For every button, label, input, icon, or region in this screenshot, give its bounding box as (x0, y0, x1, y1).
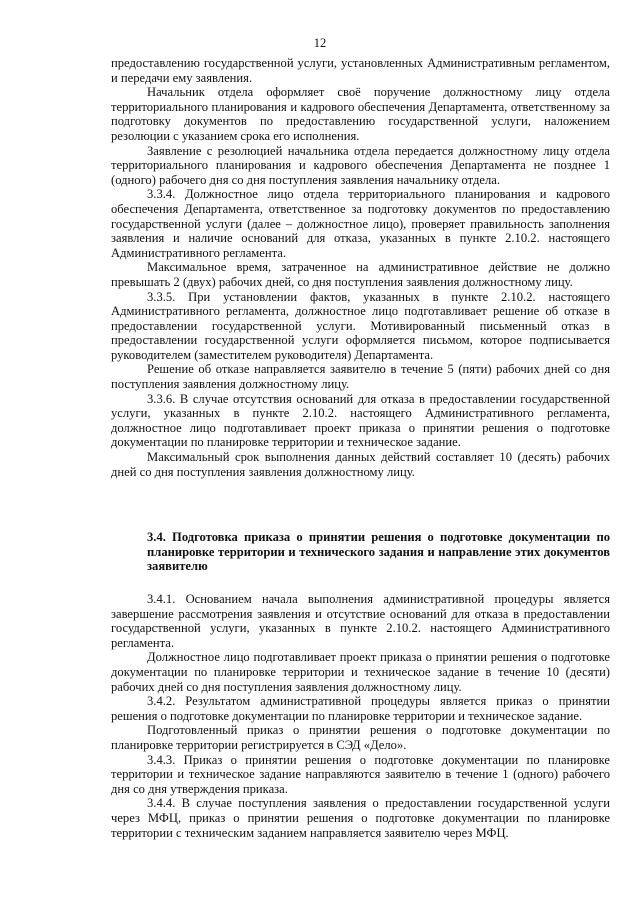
paragraph-3-3-6: 3.3.6. В случае отсутствия оснований для отказа в предоставлении государственной услуги, указанных в пункте 2.10.2. настоящего Административного регламента, должностное лицо подготавливает проект приказа о принятии решения о подготовке документации по планировке территории и техническое задание. (111, 391, 610, 450)
paragraph: Заявление с резолюцией начальника отдела передается должностному лицу отдела территориального планирования и кадрового обеспечения Департамента не позднее 1 (одного) рабочего дня со дня поступления заявления начальнику отдела. (111, 143, 610, 187)
document-body (111, 56, 610, 840)
paragraph: Максимальный срок выполнения данных действий составляет 10 (десять) рабочих дней со дня поступления заявления должностному лицу. (111, 450, 610, 479)
spacer (111, 479, 610, 530)
paragraph-3-4-1: 3.4.1. Основанием начала выполнения административной процедуры является завершение рассмотрения заявления и отсутствие оснований для отказа в предоставлении государственной услуги, указанных в пункте 2.10.2. настоящего Административного регламента. (111, 592, 610, 650)
paragraph-3-4-3: 3.4.3. Приказ о принятии решения о подготовке документации по планировке территории и техническое задание направляются заявителю в течение 1 (одного) рабочего дня со дня утверждения приказа. (111, 752, 610, 796)
paragraph: Максимальное время, затраченное на административное действие не должно превышать 2 (двух) рабочих дней, со дня поступления заявления должностному лицу. (111, 260, 610, 289)
paragraph: Подготовленный приказ о принятии решения о подготовке документации по планировке территории регистрируется в СЭД «Дело». (111, 723, 610, 753)
spacer (111, 573, 610, 592)
paragraph: Начальник отдела оформляет своё поручение должностному лицу отдела территориального планирования и кадрового обеспечения Департамента, ответственному за подготовку документов по предоставлению государственной услуги, наложением резолюции с указанием срока его исполнения. (111, 85, 610, 143)
paragraph-3-4-2: 3.4.2. Результатом административной процедуры является приказ о принятии решения о подготовке документации по планировке территории и техническое задание. (111, 694, 610, 723)
paragraph-3-3-4: 3.3.4. Должностное лицо отдела территориального планирования и кадрового обеспечения Департамента, ответственное за подготовку документов по предоставлению государственной услуги (далее – должностное лицо), проверяет правильность заполнения заявления и наличие оснований для отказа, указанных в пункте 2.10.2. настоящего Административного регламента. (111, 187, 610, 260)
paragraph-3-3-5: 3.3.5. При установлении фактов, указанных в пункте 2.10.2. настоящего Административного регламента, должностное лицо подготавливает решение об отказе в предоставлении государственной услуги. Мотивированный письменный отказ в предоставлении государственной услуги оформляется письмом, которое подписывается руководителем (заместителем руководителя) Департамента. (111, 289, 610, 362)
section-heading-3-4: 3.4. Подготовка приказа о принятии решения о подготовке документации по планировке территории и технического задания и направление этих документов заявителю (147, 530, 610, 573)
paragraph: предоставлению государственной услуги, установленных Административным регламентом, и передачи ему заявления. (111, 56, 610, 85)
page-number: 12 (313, 36, 327, 50)
paragraph: Должностное лицо подготавливает проект приказа о принятии решения о подготовке документации по планировке территории и техническое задание в течение 10 (десяти) рабочих дней со дня поступления заявления должностному лицу. (111, 650, 610, 694)
paragraph: Решение об отказе направляется заявителю в течение 5 (пяти) рабочих дней со дня поступления заявления должностному лицу. (111, 362, 610, 392)
paragraph-3-4-4: 3.4.4. В случае поступления заявления о предоставлении государственной услуги через МФЦ, приказ о принятии решения о подготовке документации по планировке территории с техническим заданием направляется заявителю через МФЦ. (111, 796, 610, 840)
